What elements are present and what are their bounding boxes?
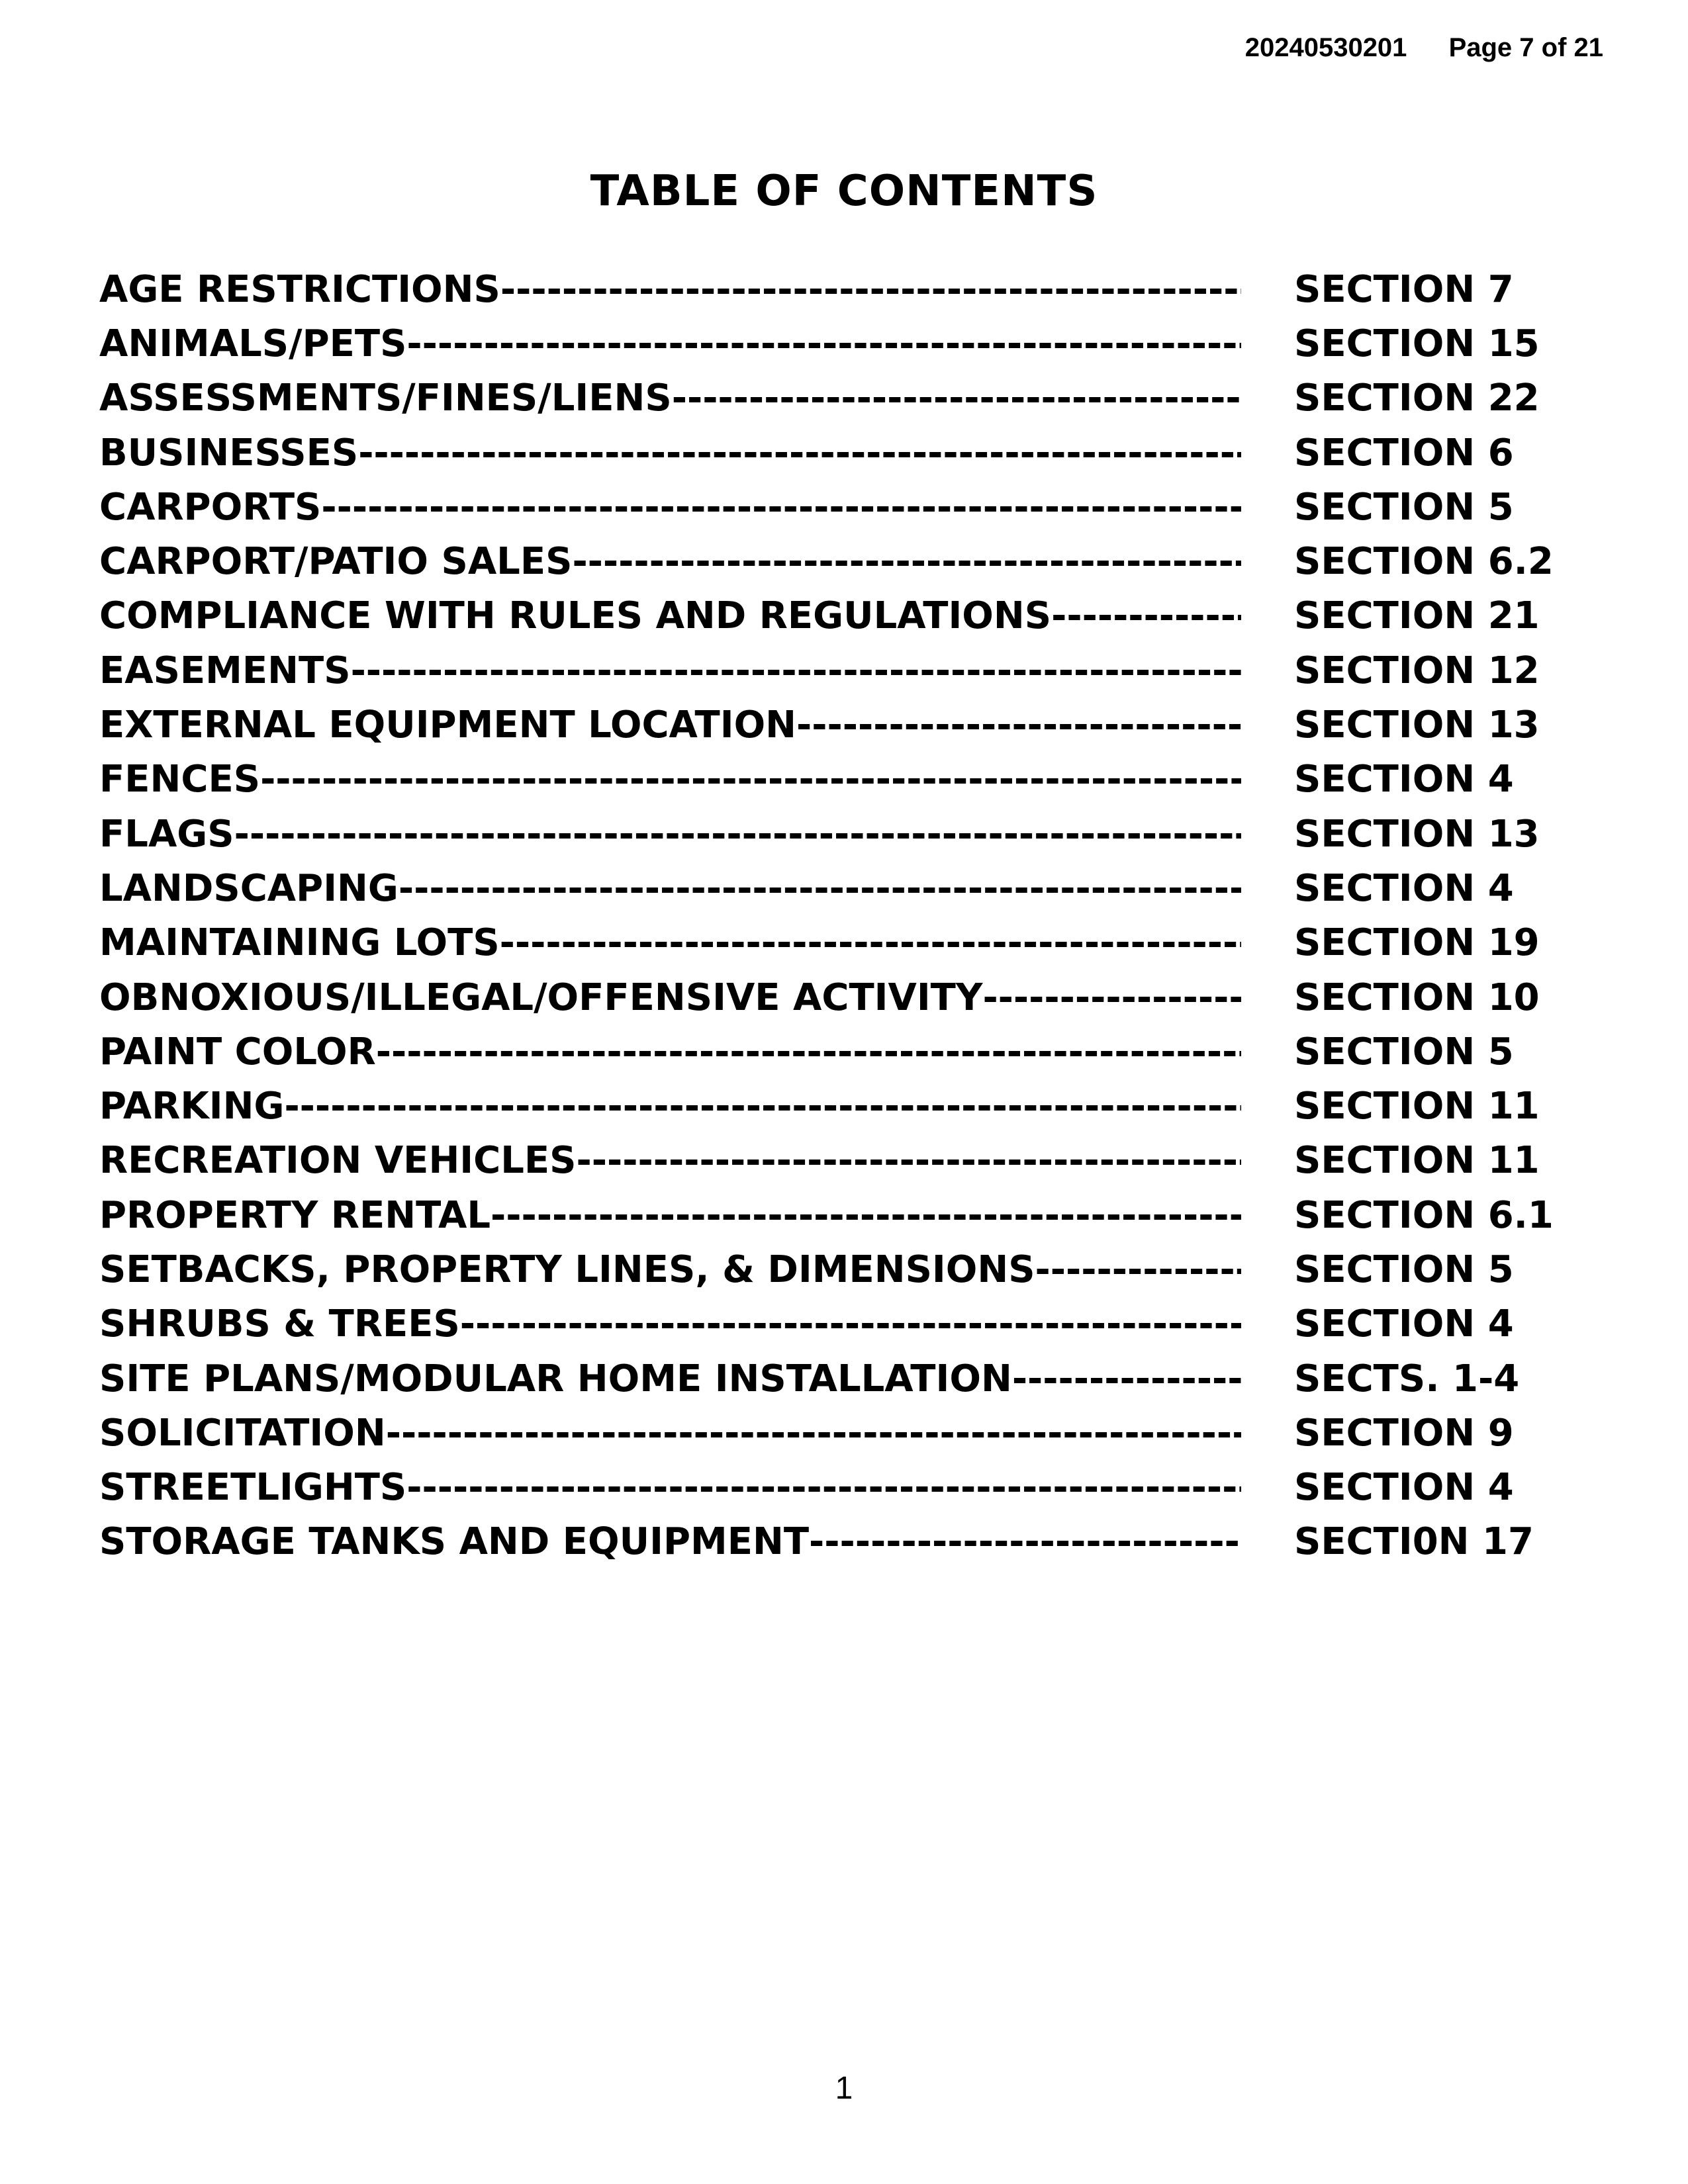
toc-dot-leader — [284, 1085, 1241, 1128]
toc-entry-title-group — [99, 1085, 1241, 1128]
toc-entry-title-group — [99, 486, 1241, 529]
toc-entry — [99, 698, 1595, 752]
toc-entry-section: SECTION 15 — [1294, 322, 1540, 365]
toc-list — [99, 262, 1595, 1569]
toc-entry-title-group — [99, 704, 1241, 747]
toc-entry-section: SECTION 11 — [1294, 1139, 1540, 1183]
toc-entry-section: SECTS. 1-4 — [1294, 1357, 1520, 1400]
toc-entry — [99, 1406, 1595, 1460]
toc-entry-title-group — [99, 758, 1241, 801]
toc-dot-leader — [406, 1466, 1241, 1509]
toc-entry-label: LANDSCAPING — [99, 866, 399, 910]
toc-entry-label: CARPORTS — [99, 485, 322, 529]
toc-entry — [99, 262, 1595, 316]
toc-dot-leader — [796, 704, 1241, 747]
toc-dot-leader — [500, 268, 1241, 311]
toc-entry-label: SETBACKS, PROPERTY LINES, & DIMENSIONS — [99, 1248, 1035, 1291]
toc-entry-title-group — [99, 1466, 1241, 1509]
toc-entry — [99, 589, 1595, 643]
toc-title: TABLE OF CONTENTS — [590, 167, 1098, 216]
page-count-label: Page 7 of 21 — [1448, 33, 1603, 62]
toc-dot-leader — [321, 486, 1241, 529]
toc-entry-title-group — [99, 649, 1241, 692]
toc-dot-leader — [572, 540, 1241, 583]
toc-entry-section: SECTION 10 — [1294, 976, 1540, 1019]
toc-entry — [99, 1079, 1595, 1133]
toc-entry — [99, 316, 1595, 371]
toc-entry-title-group — [99, 1194, 1241, 1237]
toc-entry-label: PROPERTY RENTAL — [99, 1193, 491, 1237]
toc-entry-section: SECTION 6 — [1294, 431, 1514, 475]
toc-dot-leader — [358, 432, 1241, 475]
toc-entry-title-group — [99, 1248, 1241, 1291]
toc-entry-label: STREETLIGHTS — [99, 1466, 407, 1510]
toc-entry — [99, 1351, 1595, 1406]
toc-entry-label: EXTERNAL EQUIPMENT LOCATION — [99, 704, 797, 747]
toc-dot-leader — [1051, 594, 1241, 637]
toc-dot-leader — [577, 1139, 1241, 1182]
toc-entry — [99, 1188, 1595, 1242]
toc-entry-label: SHRUBS & TREES — [99, 1302, 460, 1346]
toc-entry-title-group — [99, 268, 1241, 311]
toc-entry-label: BUSINESSES — [99, 431, 359, 475]
toc-dot-leader — [672, 377, 1241, 420]
toc-dot-leader — [399, 867, 1241, 910]
toc-entry-title-group — [99, 540, 1241, 583]
toc-entry — [99, 480, 1595, 534]
toc-dot-leader — [809, 1520, 1241, 1563]
toc-dot-leader — [491, 1194, 1241, 1237]
toc-entry-label: FLAGS — [99, 812, 234, 856]
toc-entry-section: SECTION 7 — [1294, 267, 1514, 311]
toc-dot-leader — [386, 1412, 1241, 1455]
toc-dot-leader — [406, 322, 1241, 365]
toc-entry — [99, 1242, 1595, 1297]
toc-entry-label: CARPORT/PATIO SALES — [99, 540, 573, 584]
toc-entry-label: MAINTAINING LOTS — [99, 921, 500, 965]
toc-dot-leader — [234, 813, 1241, 856]
toc-entry-section: SECTION 6.1 — [1294, 1193, 1554, 1237]
toc-entry-title-group — [99, 377, 1241, 420]
toc-entry-section: SECTION 12 — [1294, 649, 1540, 692]
toc-entry-section: SECTION 4 — [1294, 866, 1514, 910]
toc-entry-label: RECREATION VEHICLES — [99, 1139, 577, 1183]
toc-entry-label: ANIMALS/PETS — [99, 322, 407, 365]
toc-entry-title-group — [99, 432, 1241, 475]
toc-entry — [99, 861, 1595, 915]
toc-dot-leader — [351, 649, 1241, 692]
toc-entry-title-group — [99, 867, 1241, 910]
toc-dot-leader — [1035, 1248, 1241, 1291]
toc-entry-title-group — [99, 976, 1241, 1019]
toc-dot-leader — [1012, 1357, 1241, 1400]
toc-entry-title-group — [99, 1030, 1241, 1073]
toc-entry — [99, 426, 1595, 480]
document-number: 20240530201 — [1244, 33, 1407, 62]
page-number: 1 — [835, 2071, 853, 2106]
toc-dot-leader — [460, 1302, 1241, 1345]
toc-entry-section: SECTI0N 17 — [1294, 1520, 1534, 1564]
toc-entry-title-group — [99, 921, 1241, 964]
toc-entry — [99, 807, 1595, 861]
toc-entry-title-group — [99, 1520, 1241, 1563]
toc-entry-section: SECTION 11 — [1294, 1085, 1540, 1128]
toc-entry — [99, 1024, 1595, 1079]
toc-entry-label: STORAGE TANKS AND EQUIPMENT — [99, 1520, 810, 1564]
toc-entry — [99, 371, 1595, 426]
toc-entry-section: SECTION 4 — [1294, 1302, 1514, 1346]
toc-entry-title-group — [99, 322, 1241, 365]
toc-entry-section: SECTION 6.2 — [1294, 540, 1554, 584]
toc-entry — [99, 752, 1595, 807]
toc-entry-title-group — [99, 1412, 1241, 1455]
toc-entry-label: AGE RESTRICTIONS — [99, 267, 500, 311]
toc-entry-title-group — [99, 1302, 1241, 1345]
toc-entry-label: SOLICITATION — [99, 1411, 386, 1455]
toc-entry-label: FENCES — [99, 758, 261, 801]
toc-entry-title-group — [99, 594, 1241, 637]
toc-entry-title-group — [99, 813, 1241, 856]
toc-entry-label: OBNOXIOUS/ILLEGAL/OFFENSIVE ACTIVITY — [99, 976, 983, 1019]
toc-entry — [99, 1461, 1595, 1515]
toc-entry — [99, 1515, 1595, 1569]
toc-entry-section: SECTION 5 — [1294, 485, 1514, 529]
toc-entry-section: SECTION 5 — [1294, 1248, 1514, 1291]
toc-entry — [99, 534, 1595, 588]
toc-dot-leader — [982, 976, 1241, 1019]
toc-entry-section: SECTION 19 — [1294, 921, 1540, 965]
toc-entry-section: SECTION 21 — [1294, 594, 1540, 638]
toc-entry-title-group — [99, 1139, 1241, 1182]
toc-entry — [99, 970, 1595, 1024]
toc-entry-section: SECTION 4 — [1294, 1466, 1514, 1510]
toc-entry-label: ASSESSMENTS/FINES/LIENS — [99, 377, 672, 420]
toc-dot-leader — [500, 921, 1241, 964]
toc-dot-leader — [376, 1030, 1241, 1073]
toc-entry-label: EASEMENTS — [99, 649, 351, 692]
toc-entry — [99, 1297, 1595, 1351]
page-header — [1245, 33, 1603, 63]
toc-entry-label: PARKING — [99, 1085, 285, 1128]
toc-entry-title-group — [99, 1357, 1241, 1400]
toc-entry — [99, 916, 1595, 970]
toc-entry-label: COMPLIANCE WITH RULES AND REGULATIONS — [99, 594, 1052, 638]
toc-entry-section: SECTION 22 — [1294, 377, 1540, 420]
toc-entry-label: SITE PLANS/MODULAR HOME INSTALLATION — [99, 1357, 1012, 1400]
toc-entry — [99, 1134, 1595, 1188]
toc-entry-section: SECTION 13 — [1294, 812, 1540, 856]
toc-entry-section: SECTION 4 — [1294, 758, 1514, 801]
toc-entry-section: SECTION 13 — [1294, 704, 1540, 747]
toc-dot-leader — [260, 758, 1241, 801]
toc-entry-section: SECTION 9 — [1294, 1411, 1514, 1455]
toc-entry-section: SECTION 5 — [1294, 1030, 1514, 1073]
toc-entry-label: PAINT COLOR — [99, 1030, 376, 1073]
toc-entry — [99, 643, 1595, 698]
